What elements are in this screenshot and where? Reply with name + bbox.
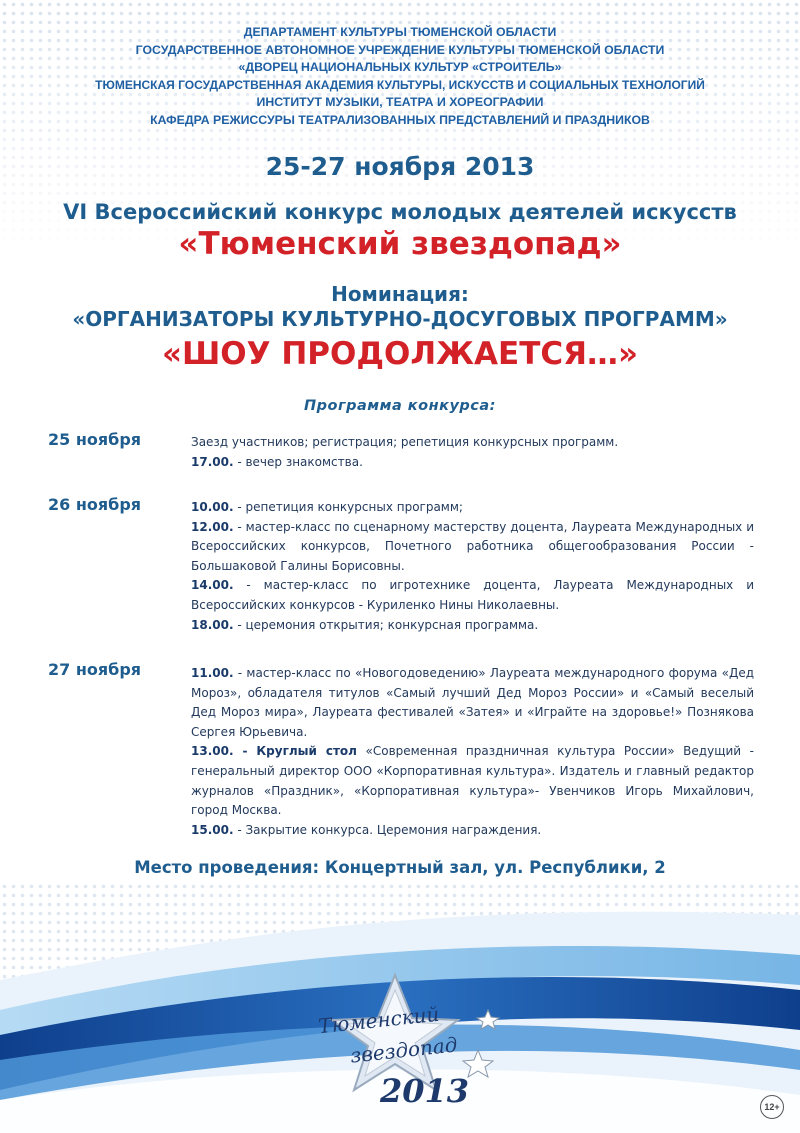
schedule-item	[191, 498, 754, 518]
day-schedule	[191, 433, 754, 472]
nomination-name: «ОРГАНИЗАТОРЫ КУЛЬТУРНО-ДОСУГОВЫХ ПРОГРАММ»	[72, 307, 728, 331]
schedule-item	[191, 576, 754, 615]
header-line: ДЕПАРТАМЕНТ КУЛЬТУРЫ ТЮМЕНСКОЙ ОБЛАСТИ	[243, 25, 557, 39]
item-text: «Современная праздничная культура России» Ведущий - генеральный директор ООО «Корпоративная культура». Издатель и главный редактор журналов «Праздник», «Корпоративная культура»- Увенчиков Игорь Михайлович, город Москва.	[191, 744, 754, 818]
item-text: - церемония открытия; конкурсная программа.	[233, 617, 539, 632]
contest-title: VI Всероссийский конкурс молодых деятелей искусств	[63, 200, 737, 224]
item-time: 13.00. - Круглый стол	[191, 744, 357, 759]
item-text: - мастер-класс по сценарному мастерству доцента, Лауреата Международных и Всероссийских конкурсов, Почетного работника общегообразования России - Большаковой Галины Борисовны.	[191, 519, 754, 573]
day-label: 26 ноября	[48, 495, 142, 514]
item-text: - Закрытие конкурса. Церемония награждения.	[233, 822, 542, 837]
program-title: Программа конкурса:	[304, 398, 496, 414]
schedule-item	[191, 616, 754, 636]
header-line: КАФЕДРА РЕЖИССУРЫ ТЕАТРАЛИЗОВАННЫХ ПРЕДСТАВЛЕНИЙ И ПРАЗДНИКОВ	[150, 112, 650, 127]
slogan: «ШОУ ПРОДОЛЖАЕТСЯ…»	[161, 336, 638, 372]
schedule-item	[191, 518, 754, 577]
item-text: - репетиция конкурсных программ;	[233, 500, 463, 514]
header-line: «ДВОРЕЦ НАЦИОНАЛЬНЫХ КУЛЬТУР «СТРОИТЕЛЬ»	[238, 60, 562, 74]
item-text: Заезд участников; регистрация; репетиция конкурсных программ.	[191, 435, 619, 449]
event-dates: 25-27 ноября 2013	[265, 152, 535, 181]
logo-text-line2: звездопад	[349, 1032, 459, 1068]
organizers-header	[0, 24, 800, 129]
venue: Место проведения: Концертный зал, ул. Республики, 2	[134, 858, 666, 877]
item-time: 17.00.	[191, 454, 234, 469]
item-text: - вечер знакомства.	[233, 454, 363, 469]
schedule-item	[191, 742, 754, 820]
item-time: 14.00.	[191, 578, 234, 593]
schedule-item	[191, 664, 754, 742]
schedule-item	[191, 433, 754, 453]
nomination-label: Номинация:	[331, 282, 469, 306]
item-time: 15.00.	[191, 822, 234, 837]
logo-text-line1: Тюменский	[317, 1001, 441, 1039]
item-time: 11.00.	[191, 666, 234, 680]
item-time: 10.00.	[191, 500, 234, 514]
schedule-item	[191, 821, 754, 841]
header-line: ГОСУДАРСТВЕННОЕ АВТОНОМНОЕ УЧРЕЖДЕНИЕ КУЛЬТУРЫ ТЮМЕНСКОЙ ОБЛАСТИ	[135, 42, 665, 57]
contest-name: «Тюменский звездопад»	[178, 226, 622, 262]
item-text: - мастер-класс по игротехнике доцента, Лауреата Международных и Всероссийских конкурсов - Куриленко Нины Николаевны.	[191, 578, 754, 612]
day-label: 27 ноября	[48, 660, 142, 679]
header-line: ТЮМЕНСКАЯ ГОСУДАРСТВЕННАЯ АКАДЕМИЯ КУЛЬТУРЫ, ИСКУССТВ И СОЦИАЛЬНЫХ ТЕХНОЛОГИЙ	[95, 77, 705, 92]
item-text: - мастер-класс по «Новогодоведению» Лауреата международного форума «Дед Мороз», обладателя титулов «Самый лучший Дед Мороз России» и «Самый веселый Дед Мороз мира», Лауреата фестивалей «Затея» и «Играйте на здоровье!» Познякова Сергея Юрьевича.	[191, 666, 754, 739]
schedule-item	[191, 453, 754, 473]
item-time: 12.00.	[191, 519, 234, 534]
age-rating-badge: 12+	[760, 1095, 784, 1119]
day-schedule	[191, 498, 754, 635]
day-schedule	[191, 664, 754, 840]
header-line: ИНСТИТУТ МУЗЫКИ, ТЕАТРА И ХОРЕОГРАФИИ	[256, 95, 544, 109]
logo-year: 2013	[380, 1072, 470, 1110]
day-label: 25 ноября	[48, 430, 142, 449]
item-time: 18.00.	[191, 617, 234, 632]
